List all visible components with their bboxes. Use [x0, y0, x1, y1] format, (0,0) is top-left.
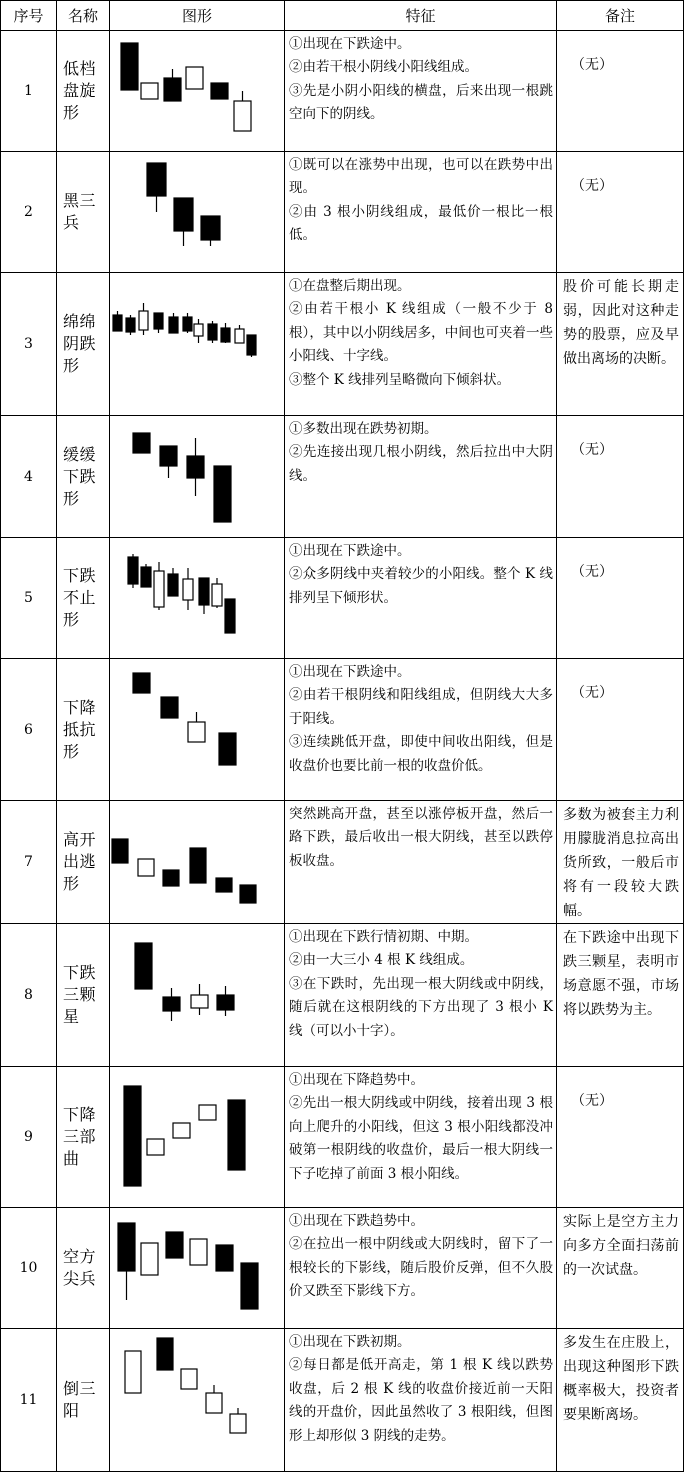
pattern-name-cell	[57, 1329, 110, 1472]
pattern-name-cell	[57, 273, 110, 416]
bullish-candle	[141, 1243, 158, 1275]
bearish-candle	[216, 878, 232, 892]
candle-body	[221, 328, 230, 342]
candle-body	[188, 722, 205, 742]
feature-line: ①出现在下跌趋势中。	[289, 1213, 424, 1229]
candle-body	[234, 101, 251, 131]
bearish-candle	[199, 578, 209, 614]
candle-body	[181, 1369, 197, 1389]
feature-line: ①在盘整后期出现。	[289, 278, 411, 294]
pattern-figure-cell	[110, 1208, 285, 1329]
table-row	[1, 1067, 684, 1208]
bearish-candle	[174, 198, 193, 246]
bearish-candle	[168, 568, 178, 596]
candlestick-figure	[110, 1329, 285, 1471]
candle-body	[154, 313, 163, 329]
candle-body	[168, 574, 178, 596]
bearish-candle	[141, 564, 151, 587]
candle-body	[183, 579, 193, 600]
bearish-candle	[126, 315, 135, 335]
bullish-candle	[206, 1385, 222, 1413]
header-name: 名称	[57, 1, 110, 31]
feature-line: ③连续跳低开盘，即使中间收出阳线，但是收盘价也要比前一根的收盘价低。	[289, 734, 553, 774]
candle-body	[173, 1123, 190, 1138]
bullish-candle	[188, 712, 205, 742]
pattern-name-cell	[57, 1208, 110, 1329]
bearish-candle	[147, 163, 166, 212]
feature-line: ②由若干根小 K 线组成（一般不少于 8 根），其中以小阴线居多，中间也可夹着一些小阳线、十字线。	[289, 301, 553, 365]
pattern-note: 在下跌途中出现下跌三颗星，表明市场意愿不强，市场将以跌势为主。	[557, 924, 684, 1067]
candle-body	[133, 673, 150, 693]
feature-line: ①出现在下跌途中。	[289, 36, 411, 52]
pattern-name: 黑三兵	[63, 191, 97, 232]
pattern-name-cell	[57, 31, 110, 152]
candle-body	[190, 1239, 207, 1265]
bearish-candle	[221, 323, 230, 343]
row-number: 7	[1, 801, 57, 924]
table-row	[1, 659, 684, 801]
bullish-candle	[235, 325, 244, 343]
row-number: 1	[1, 31, 57, 152]
bullish-candle	[141, 83, 158, 99]
candle-body	[163, 997, 180, 1011]
table-row	[1, 273, 684, 416]
candle-body	[214, 466, 231, 522]
feature-line: ②由若干根小阴线小阳线组成。	[289, 59, 478, 76]
candlestick-figure	[110, 802, 285, 922]
bearish-candle	[216, 1245, 233, 1271]
candle-body	[199, 1105, 216, 1120]
candle-body	[118, 1223, 135, 1271]
row-number: 2	[1, 152, 57, 273]
pattern-name: 低档盘旋形	[63, 59, 97, 122]
candle-body	[216, 1245, 233, 1271]
feature-line: ②在拉出一根中阴线或大阴线时，留下了一根较长的下影线，随后股价反弹，但不久股价又跌至下影线下方。	[289, 1236, 553, 1300]
bearish-candle	[124, 1086, 141, 1186]
row-number: 10	[1, 1208, 57, 1329]
bearish-candle	[161, 697, 178, 718]
pattern-name: 下跌三颗星	[63, 963, 97, 1026]
pattern-name-cell	[57, 416, 110, 538]
table-header-row	[1, 1, 684, 31]
candle-body	[212, 584, 222, 606]
feature-line: ①出现在下跌途中。	[289, 543, 411, 559]
bearish-candle	[163, 870, 179, 886]
candle-body	[124, 1086, 141, 1186]
bullish-candle	[199, 1105, 216, 1120]
feature-line: ②每日都是低开高走，第 1 根 K 线以跌势收盘，后 2 根 K 线的收盘价接近前一天阳线的开盘价，因此虽然收了 3 根阳线，但图形上却形似 3 阴线的走势。	[289, 1357, 553, 1444]
bearish-candle	[201, 216, 220, 246]
bearish-candle	[157, 1338, 173, 1370]
pattern-note: （无）	[557, 659, 684, 801]
pattern-name: 下降抵抗形	[63, 697, 97, 761]
candle-body	[135, 943, 152, 989]
bearish-candle	[135, 943, 152, 989]
bearish-candle	[164, 69, 181, 101]
feature-line: ①出现在下跌途中。	[289, 664, 411, 680]
candle-body	[187, 456, 204, 478]
pattern-features-cell	[285, 538, 557, 659]
pattern-features-cell	[285, 1208, 557, 1329]
pattern-features-cell	[285, 416, 557, 538]
bearish-candle	[247, 335, 256, 357]
pattern-figure-cell	[110, 924, 285, 1067]
table-row	[1, 1208, 684, 1329]
bearish-candle	[241, 1263, 258, 1309]
row-number: 4	[1, 416, 57, 538]
candle-body	[141, 1243, 158, 1275]
candle-body	[217, 995, 234, 1010]
candle-body	[147, 163, 166, 196]
bearish-candle	[228, 1100, 245, 1170]
bearish-candle	[166, 1232, 183, 1258]
candle-body	[211, 83, 228, 99]
bullish-candle	[212, 578, 222, 608]
table-row	[1, 416, 684, 538]
pattern-features-cell	[285, 1329, 557, 1472]
bullish-candle	[138, 859, 154, 876]
candle-body	[112, 839, 128, 863]
pattern-name: 绵绵阴跌形	[63, 312, 97, 375]
candle-body	[113, 315, 122, 331]
candle-body	[230, 1414, 246, 1433]
pattern-note: （无）	[557, 538, 684, 659]
bearish-candle	[225, 599, 235, 633]
bearish-candle	[118, 1223, 135, 1300]
bearish-candle	[169, 313, 178, 333]
bullish-candle	[190, 1239, 207, 1265]
bullish-candle	[230, 1408, 246, 1433]
candle-body	[161, 697, 178, 718]
feature-line: ②由 3 根小阴线组成，最低价一根比一根低。	[289, 203, 553, 244]
candle-body	[138, 859, 154, 876]
pattern-note: 实际上是空方主力向多方全面扫荡前的一次试盘。	[557, 1208, 684, 1329]
header-note: 备注	[557, 1, 684, 31]
candle-body	[194, 324, 203, 336]
candle-body	[241, 1263, 258, 1309]
row-number: 5	[1, 538, 57, 659]
candle-body	[206, 1393, 222, 1413]
feature-line: ③在下跌时，先出现一根大阴线或中阴线，随后就在这根阴线的下方出现了 3 根小 K 线（可以小十字）。	[289, 975, 553, 1039]
pattern-name-cell	[57, 538, 110, 659]
candlestick-figure	[110, 659, 285, 800]
pattern-features-cell	[285, 1067, 557, 1208]
bearish-candle	[187, 438, 204, 496]
pattern-figure-cell	[110, 1067, 285, 1208]
candle-body	[199, 578, 209, 605]
bearish-candle	[183, 313, 192, 333]
bearish-candle	[214, 466, 231, 522]
candle-body	[147, 1139, 164, 1155]
pattern-figure-cell	[110, 1329, 285, 1472]
candle-body	[126, 318, 135, 332]
table-row	[1, 924, 684, 1067]
header-figure: 图形	[110, 1, 285, 31]
pattern-name: 下跌不止形	[63, 566, 97, 629]
bearish-candle	[121, 43, 138, 90]
candle-body	[228, 1100, 245, 1170]
candle-body	[141, 83, 158, 99]
bearish-candle	[240, 885, 256, 903]
row-number: 11	[1, 1329, 57, 1472]
bullish-candle	[154, 562, 164, 610]
candlestick-figure	[110, 1067, 285, 1207]
pattern-note: 股价可能长期走弱，因此对这种走势的股票，应及早做出离场的决断。	[557, 273, 684, 416]
pattern-name: 倒三阳	[63, 1379, 97, 1420]
pattern-note: 多数为被套主力利用朦胧消息拉高出货所致，一般后市将有一段较大跌幅。	[557, 801, 684, 924]
pattern-features-cell	[285, 924, 557, 1067]
candle-body	[166, 1232, 183, 1258]
pattern-features-cell	[285, 31, 557, 152]
candle-body	[133, 433, 150, 453]
feature-line: 突然跳高开盘，甚至以涨停板开盘，然后一路下跌，最后收出一根大阴线，甚至以跌停板收盘。	[289, 806, 553, 869]
bearish-candle	[163, 988, 180, 1021]
candlestick-figure	[110, 416, 285, 537]
table-row	[1, 801, 684, 924]
pattern-figure-cell	[110, 152, 285, 273]
candle-body	[163, 870, 179, 886]
table-row	[1, 538, 684, 659]
candle-body	[174, 198, 193, 231]
bullish-candle	[173, 1123, 190, 1138]
candle-body	[247, 335, 256, 355]
pattern-note: （无）	[557, 31, 684, 152]
pattern-figure-cell	[110, 801, 285, 924]
pattern-name: 空方尖兵	[63, 1247, 97, 1288]
bearish-candle	[208, 321, 217, 343]
row-number: 6	[1, 659, 57, 801]
pattern-note: （无）	[557, 416, 684, 538]
pattern-features-cell	[285, 152, 557, 273]
table-row	[1, 31, 684, 152]
bearish-candle	[133, 433, 150, 453]
pattern-figure-cell	[110, 273, 285, 416]
candle-body	[154, 571, 164, 607]
table-row	[1, 1329, 684, 1472]
candlestick-figure	[110, 273, 285, 415]
candle-body	[190, 848, 206, 883]
bullish-candle	[194, 319, 203, 343]
candle-body	[240, 885, 256, 903]
candle-body	[201, 216, 220, 240]
pattern-figure-cell	[110, 538, 285, 659]
bullish-candle	[125, 1351, 141, 1393]
bearish-candle	[154, 313, 163, 333]
candle-body	[164, 78, 181, 101]
candle-body	[160, 446, 177, 466]
candle-body	[186, 67, 203, 89]
candlestick-figure	[110, 924, 285, 1066]
bearish-candle	[190, 848, 206, 883]
candle-body	[216, 878, 232, 892]
candle-body	[208, 324, 217, 340]
bearish-candle	[160, 446, 177, 478]
pattern-name-cell	[57, 659, 110, 801]
pattern-name-cell	[57, 924, 110, 1067]
feature-line: ②先连接出现几根小阴线，然后拉出中大阴线。	[289, 444, 553, 484]
row-number: 3	[1, 273, 57, 416]
pattern-figure-cell	[110, 416, 285, 538]
header-no: 序号	[1, 1, 57, 31]
pattern-features-cell	[285, 801, 557, 924]
bullish-candle	[181, 1369, 197, 1389]
candle-body	[191, 995, 208, 1008]
feature-line: ③整个 K 线排列呈略微向下倾斜状。	[289, 371, 511, 388]
pattern-note: 多发生在庄股上，出现这种图形下跌概率极大，投资者要果断离场。	[557, 1329, 684, 1472]
feature-line: ①既可以在涨势中出现，也可以在跌势中出现。	[289, 157, 553, 197]
bearish-candle	[113, 311, 122, 331]
feature-line: ③先是小阴小阳线的横盘，后来出现一根跳空向下的阴线。	[289, 82, 553, 123]
pattern-name-cell	[57, 152, 110, 273]
pattern-name: 高开出逃形	[63, 830, 97, 893]
candle-body	[141, 567, 151, 587]
feature-line: ②由一大三小 4 根 K 线组成。	[289, 952, 474, 969]
bearish-candle	[133, 673, 150, 693]
feature-line: ②众多阴线中夹着较少的小阳线。整个 K 线排列呈下倾形状。	[289, 566, 553, 606]
pattern-note: （无）	[557, 1067, 684, 1208]
bullish-candle	[183, 568, 193, 610]
feature-line: ①出现在下降趋势中。	[289, 1072, 424, 1088]
bearish-candle	[211, 83, 228, 99]
feature-line: ②先出一根大阴线或中阴线，接着出现 3 根向上爬升的小阳线，但这 3 根小阳线都没冲破第一根阴线的收盘价，最后一根大阴线一下子吃掉了前面 3 根小阳线。	[289, 1095, 553, 1182]
candle-body	[225, 599, 235, 633]
candle-body	[219, 733, 236, 765]
candle-body	[121, 43, 138, 90]
candlestick-figure	[110, 1208, 285, 1328]
candle-body	[125, 1351, 141, 1393]
feature-line: ①出现在下跌行情初期、中期。	[289, 929, 478, 945]
candle-body	[139, 311, 148, 330]
pattern-features-cell	[285, 659, 557, 801]
candle-body	[157, 1338, 173, 1370]
header-feature: 特征	[285, 1, 557, 31]
feature-line: ①出现在下跌初期。	[289, 1334, 411, 1350]
candle-body	[128, 557, 138, 584]
feature-line: ②由若干根阴线和阳线组成，但阴线大大多于阳线。	[289, 687, 553, 727]
pattern-features-cell	[285, 273, 557, 416]
row-number: 8	[1, 924, 57, 1067]
table-row	[1, 152, 684, 273]
bullish-candle	[186, 67, 203, 89]
pattern-name-cell	[57, 1067, 110, 1208]
pattern-name: 缓缓下跌形	[63, 444, 97, 508]
candlestick-figure	[110, 152, 285, 272]
row-number: 9	[1, 1067, 57, 1208]
candlestick-figure	[110, 31, 285, 151]
bullish-candle	[234, 91, 251, 131]
candle-body	[169, 317, 178, 333]
pattern-figure-cell	[110, 659, 285, 801]
bearish-candle	[112, 839, 128, 863]
bearish-candle	[128, 554, 138, 588]
pattern-figure-cell	[110, 31, 285, 152]
candlestick-figure	[110, 538, 285, 658]
pattern-name-cell	[57, 801, 110, 924]
bullish-candle	[139, 303, 148, 335]
pattern-name: 下降三部曲	[63, 1105, 97, 1168]
bullish-candle	[147, 1139, 164, 1155]
bullish-candle	[191, 984, 208, 1015]
feature-line: ①多数出现在跌势初期。	[289, 421, 438, 437]
bearish-candle	[217, 986, 234, 1016]
candle-body	[183, 317, 192, 331]
candle-body	[235, 329, 244, 343]
pattern-note: （无）	[557, 152, 684, 273]
bearish-candle	[219, 733, 236, 765]
